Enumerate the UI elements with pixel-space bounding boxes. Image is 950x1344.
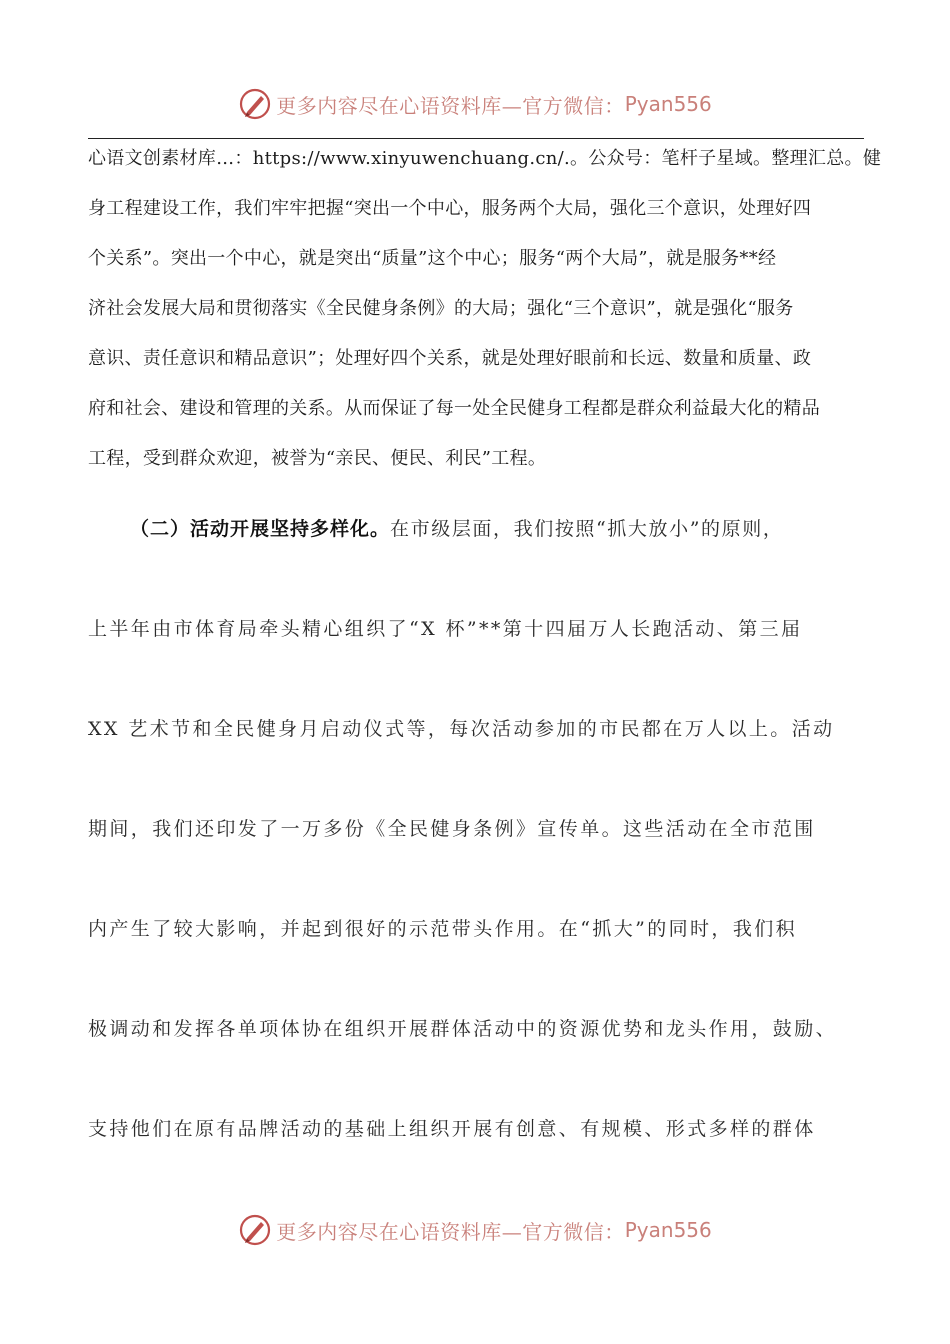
footer-banner [0, 1208, 950, 1252]
pen-logo-icon [238, 1213, 272, 1247]
body-line-7: 工程，受到群众欢迎，被誉为“亲民、便民、利民”工程。 [88, 448, 547, 469]
loose-line-4: 内产生了较大影响，并起到很好的示范带头作用。在“抓大”的同时，我们积 [88, 918, 798, 940]
header-divider [88, 138, 864, 139]
body-line-2: 身工程建设工作，我们牢牢把握“突出一个中心，服务两个大局，强化三个意识，处理好四 [88, 198, 812, 219]
section-first-line: 在市级层面，我们按照“抓大放小”的原则， [390, 518, 784, 540]
body-line-1: 心语文创素材库…：https://www.xinyuwenchuang.cn/.。公众号：笔杆子星域。整理汇总。健 [88, 148, 882, 169]
section-heading: （二）活动开展坚持多样化。 [130, 518, 391, 540]
banner-text: 更多内容尽在心语资料库—官方微信： [276, 1219, 625, 1244]
pen-logo-icon [238, 87, 272, 121]
banner-handle: Pyan556 [624, 92, 712, 116]
body-line-6: 府和社会、建设和管理的关系。从而保证了每一处全民健身工程都是群众利益最大化的精品 [88, 398, 820, 419]
body-line-4: 济社会发展大局和贯彻落实《全民健身条例》的大局；强化“三个意识”，就是强化“服务 [88, 298, 794, 319]
loose-line-3: 期间，我们还印发了一万多份《全民健身条例》宣传单。这些活动在全市范围 [88, 818, 816, 840]
loose-line-5: 极调动和发挥各单项体协在组织开展群体活动中的资源优势和龙头作用，鼓励、 [88, 1018, 838, 1040]
banner-text: 更多内容尽在心语资料库—官方微信： [276, 93, 625, 118]
section-heading-line [130, 516, 870, 542]
body-line-5: 意识、责任意识和精品意识”；处理好四个关系，就是处理好眼前和长远、数量和质量、政 [88, 348, 812, 369]
loose-line-1: 上半年由市体育局牵头精心组织了“X 杯”**第十四届万人长跑活动、第三届 [88, 618, 803, 640]
loose-line-6: 支持他们在原有品牌活动的基础上组织开展有创意、有规模、形式多样的群体 [88, 1118, 816, 1140]
banner-handle: Pyan556 [624, 1218, 712, 1242]
header-banner [0, 82, 950, 126]
loose-line-2: XX 艺术节和全民健身月启动仪式等，每次活动参加的市民都在万人以上。活动 [88, 718, 835, 740]
body-line-3: 个关系”。突出一个中心，就是突出“质量”这个中心；服务“两个大局”，就是服务**经 [88, 248, 777, 269]
